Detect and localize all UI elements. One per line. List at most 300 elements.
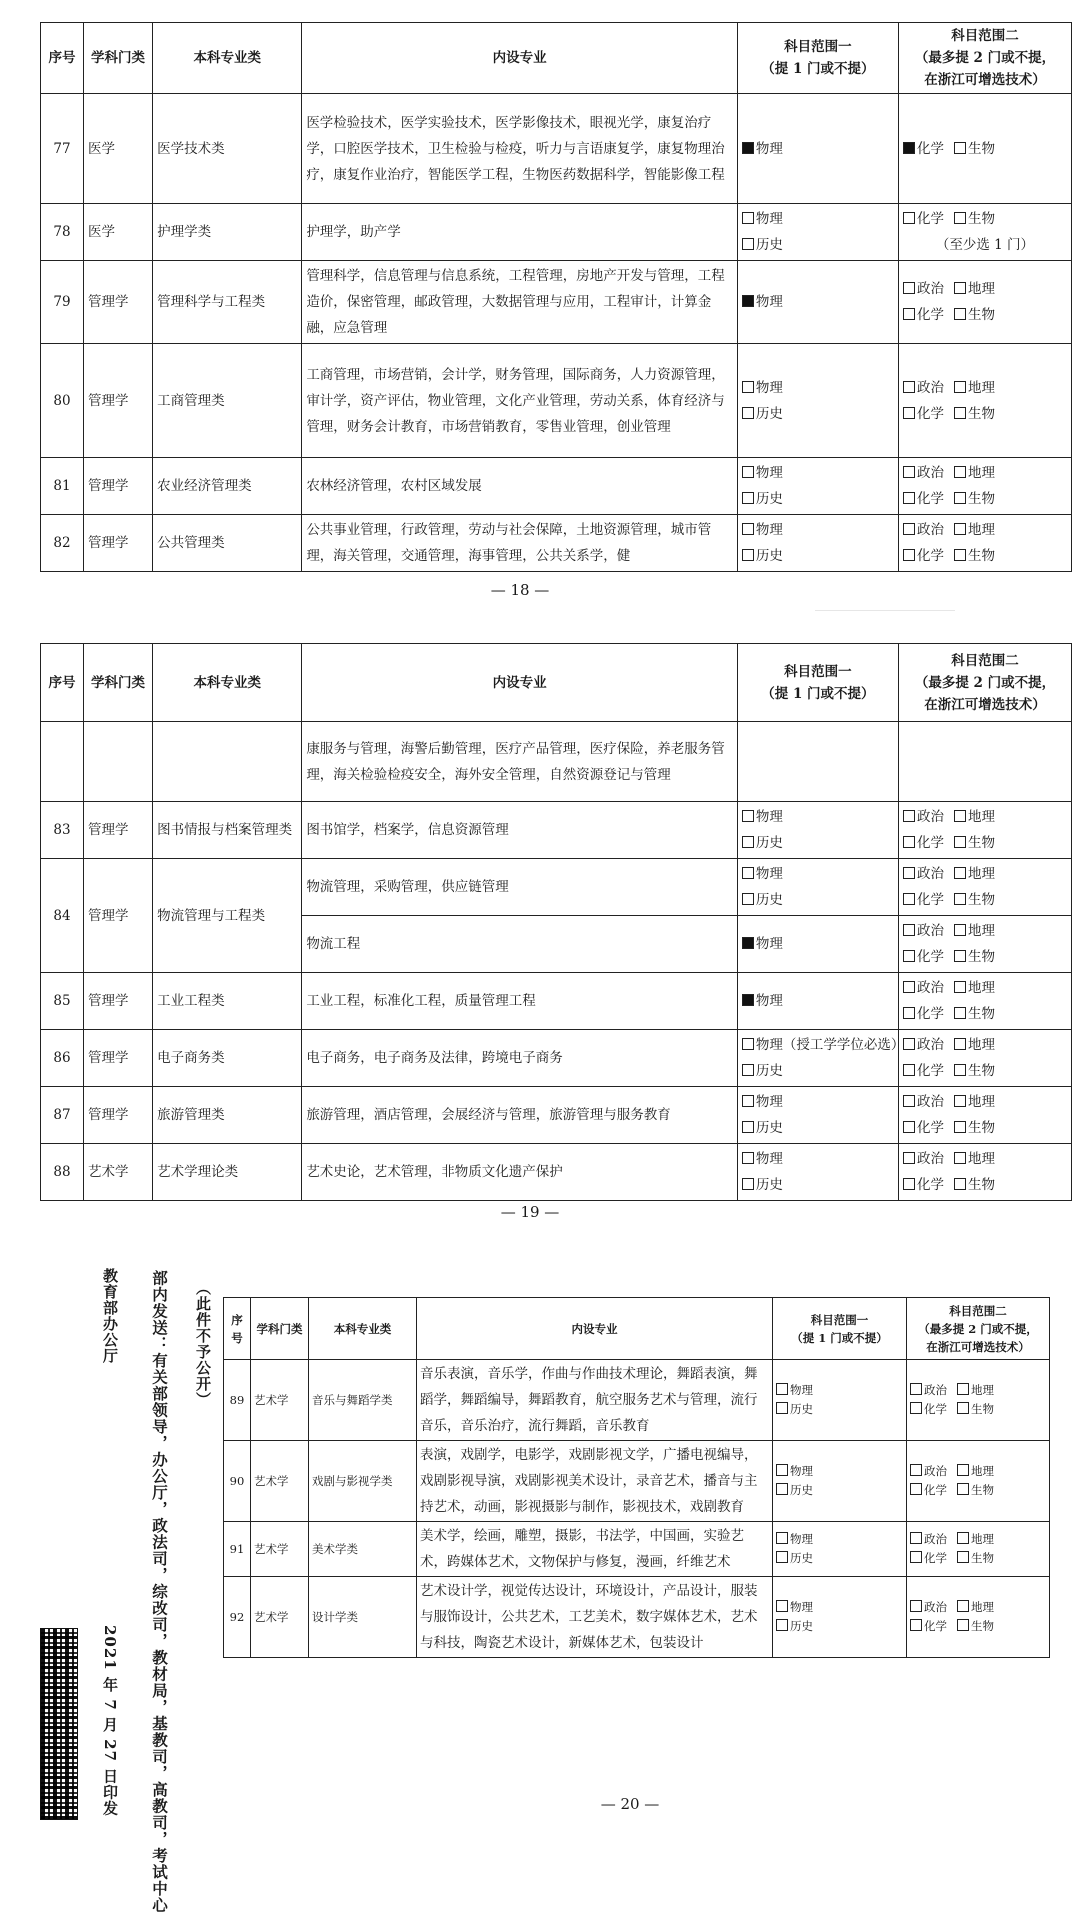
range-two-option [903,1032,944,1058]
row-majors: 公共事业管理，行政管理，劳动与社会保障，土地资源管理，城市管理，海关管理，交通管理，海事管理，公共关系学，健 [302,515,738,572]
range-one-option [742,543,783,569]
empty-box-icon [910,1464,922,1476]
empty-box-icon [776,1402,788,1414]
row-index: 88 [41,1144,84,1201]
option-label: 化学 [916,140,944,157]
option-label: 生物 [967,892,995,908]
empty-box-icon [742,381,754,393]
option-label: 物理（授工学学位必选） [755,1037,905,1053]
range-two-option [954,975,995,1001]
empty-box-icon [742,1095,754,1107]
header-discipline: 学科门类 [83,23,152,94]
subject-table-page-18 [40,22,1072,572]
empty-box-icon [742,549,754,561]
range-two-note-1: （最多提 2 门或不提， [914,50,1056,66]
row-index: 83 [41,802,84,859]
option-label: 物理 [790,1464,813,1478]
option-label: 生物 [967,949,995,965]
option-label: 政治 [916,465,944,481]
row-majors: 物流工程 [302,916,738,973]
option-label: 化学 [916,307,944,323]
checked-box-icon [742,994,754,1006]
row-index: 91 [224,1522,251,1577]
empty-box-icon [954,308,966,320]
row-range-two [898,1144,1071,1201]
range-two-option [954,1089,995,1115]
range-one-option [776,1598,813,1617]
row-range-one [737,458,898,515]
option-label: 地理 [971,1464,994,1478]
range-one-option [776,1381,813,1400]
range-two-option [903,1146,944,1172]
option-label: 物理 [790,1532,813,1546]
empty-box-icon [742,810,754,822]
option-label: 地理 [967,379,995,396]
row-range-one [737,261,898,344]
empty-box-icon [957,1600,969,1612]
range-two-option [903,1172,944,1198]
row-range-two [898,458,1071,515]
table-row [224,1441,1050,1522]
empty-box-icon [903,523,915,535]
row-majors: 物流管理，采购管理，供应链管理 [302,859,738,916]
table-row [41,458,1072,515]
range-one-option [742,136,783,162]
table-row [41,204,1072,261]
range-one-option [742,460,783,486]
option-label: 政治 [924,1600,947,1614]
row-category: 工商管理类 [153,344,302,458]
row-range-two [907,1360,1050,1441]
option-label: 历史 [755,548,783,564]
page-number-20: — 20 — [600,1795,660,1813]
option-label: 地理 [967,465,995,481]
option-label: 政治 [916,923,944,939]
page-number-19: — 19 — [500,1203,560,1221]
barcode-image [40,1628,78,1820]
table-row [41,344,1072,458]
header-discipline: 学科门类 [83,644,152,722]
header-range-two [898,23,1071,94]
empty-box-icon [742,1064,754,1076]
empty-box-icon [903,282,915,294]
range-one-option [742,1115,783,1141]
option-label: 历史 [790,1619,813,1633]
range-two-option [957,1549,994,1568]
row-discipline: 管理学 [83,344,152,458]
empty-box-icon [903,549,915,561]
option-label: 生物 [967,491,995,507]
range-two-option [903,543,944,569]
range-one-option [742,375,783,401]
row-range-one [737,859,898,916]
range-two-option [954,460,995,486]
option-label: 政治 [924,1532,947,1546]
issuing-office: 教育部办公厅 [101,1268,119,1364]
row-index: 78 [41,204,84,261]
option-label: 历史 [755,1177,783,1193]
option-label: 地理 [967,923,995,939]
empty-box-icon [957,1464,969,1476]
empty-box-icon [903,1064,915,1076]
empty-box-icon [742,836,754,848]
header-range-one [737,644,898,722]
empty-box-icon [954,950,966,962]
empty-box-icon [903,810,915,822]
range-two-option [903,206,944,232]
checked-box-icon [742,295,754,307]
option-label: 历史 [755,1063,783,1079]
empty-box-icon [903,893,915,905]
range-two-option [957,1598,994,1617]
row-category: 艺术学理论类 [153,1144,302,1201]
option-label: 历史 [755,835,783,851]
option-label: 地理 [971,1383,994,1397]
option-label: 物理 [755,465,783,481]
table-row [41,261,1072,344]
empty-box-icon [910,1619,922,1631]
empty-box-icon [957,1483,969,1495]
option-label: 生物 [967,1006,995,1022]
row-range-two [907,1522,1050,1577]
row-category: 工业工程类 [153,973,302,1030]
empty-box-icon [903,212,915,224]
row-majors: 护理学，助产学 [302,204,738,261]
row-range-two [898,1087,1071,1144]
option-label: 生物 [971,1402,994,1416]
empty-box-icon [954,1178,966,1190]
option-label: 化学 [924,1483,947,1497]
range-two-option [910,1617,947,1636]
option-label: 政治 [924,1464,947,1478]
range-one-option [776,1530,813,1549]
range-two-option [910,1381,947,1400]
empty-box-icon [954,1064,966,1076]
option-label: 历史 [755,405,783,422]
range-two-option [903,276,944,302]
continuation-majors: 康服务与管理，海警后勤管理，医疗产品管理，医疗保险，养老服务管理，海关检验检疫安全，海外安全管理，自然资源登记与管理 [302,722,738,802]
range-two-option [954,206,995,232]
row-discipline: 管理学 [83,1030,152,1087]
range-one-option [742,486,783,512]
empty-box-icon [957,1532,969,1544]
range-one-option [776,1462,813,1481]
range-two-option [954,486,995,512]
option-label: 化学 [916,491,944,507]
row-index: 85 [41,973,84,1030]
row-category: 音乐与舞蹈学类 [309,1360,417,1441]
range-two-option [903,1115,944,1141]
header-category: 本科专业类 [309,1298,417,1360]
option-label: 化学 [916,1063,944,1079]
subject-table-page-20 [223,1297,1050,1658]
option-label: 政治 [916,522,944,538]
range-one-note: （提 1 门或不提） [761,685,875,702]
range-two-option [910,1400,947,1419]
empty-box-icon [742,492,754,504]
issue-date: 2021 年 7 月 27 日印发 [101,1625,119,1817]
empty-box-icon [742,407,754,419]
row-category: 管理科学与工程类 [153,261,302,344]
option-label: 生物 [967,1063,995,1079]
empty-box-icon [742,212,754,224]
range-two-option [910,1549,947,1568]
row-category: 公共管理类 [153,515,302,572]
option-label: 物理 [755,866,783,882]
option-label: 地理 [971,1532,994,1546]
empty-box-icon [776,1532,788,1544]
range-two-option [957,1530,994,1549]
option-label: 物理 [755,809,783,825]
row-majors: 旅游管理，酒店管理，会展经济与管理，旅游管理与服务教育 [302,1087,738,1144]
range-two-option [957,1462,994,1481]
range-one-option [742,1172,783,1198]
empty-box-icon [954,836,966,848]
range-one-option [742,830,783,856]
range-one-option [742,1089,783,1115]
empty-box-icon [910,1551,922,1563]
range-one-option [742,401,783,427]
range-one-option [742,887,783,913]
option-label: 生物 [971,1619,994,1633]
range-one-option [776,1400,813,1419]
row-discipline: 艺术学 [251,1522,309,1577]
option-label: 物理 [755,1094,783,1110]
option-label: 生物 [967,1120,995,1136]
empty-box-icon [903,407,915,419]
row-range-one [773,1522,907,1577]
row-category: 医学技术类 [153,94,302,204]
header-majors: 内设专业 [302,644,738,722]
option-label: 物理 [755,379,783,396]
range-one-option [742,804,783,830]
row-discipline: 医学 [83,94,152,204]
range-two-note-2: 在浙江可增选技术） [926,1339,1030,1354]
range-one-option [776,1549,813,1568]
option-label: 地理 [967,809,995,825]
row-range-two [898,344,1071,458]
range-two-title: 科目范围二 [951,652,1019,669]
header-range-two [907,1298,1050,1360]
row-range-one [773,1441,907,1522]
empty-box-icon [742,1152,754,1164]
range-two-option [954,861,995,887]
row-majors: 电子商务，电子商务及法律，跨境电子商务 [302,1030,738,1087]
option-label: 政治 [916,1151,944,1167]
row-majors: 工业工程，标准化工程，质量管理工程 [302,973,738,1030]
row-discipline: 医学 [83,204,152,261]
empty-box-icon [954,407,966,419]
empty-box-icon [954,1121,966,1133]
empty-box-icon [742,466,754,478]
header-discipline: 学科门类 [251,1298,309,1360]
empty-box-icon [903,1152,915,1164]
range-two-option [903,517,944,543]
range-two-option [954,517,995,543]
row-majors: 音乐表演，音乐学，作曲与作曲技术理论，舞蹈表演，舞蹈学，舞蹈编导，舞蹈教育，航空服务艺术与管理，流行音乐，音乐治疗，流行舞蹈，音乐教育 [417,1360,773,1441]
option-label: 生物 [971,1551,994,1565]
continuation-row [41,722,1072,802]
range-two-option [910,1530,947,1549]
header-index: 序号 [41,644,84,722]
empty-box-icon [742,867,754,879]
empty-box-icon [903,836,915,848]
empty-box-icon [954,1152,966,1164]
empty-box-icon [903,867,915,879]
empty-box-icon [903,308,915,320]
subject-table-page-19 [40,643,1072,1201]
table-row [224,1522,1050,1577]
empty-box-icon [954,466,966,478]
empty-box-icon [742,1038,754,1050]
range-two-option [957,1481,994,1500]
option-label: 物理 [755,294,783,310]
row-range-two [898,94,1071,204]
range-two-option [954,1058,995,1084]
row-discipline: 艺术学 [251,1577,309,1658]
empty-box-icon [954,867,966,879]
empty-box-icon [903,492,915,504]
option-label: 地理 [967,1151,995,1167]
header-range-one [773,1298,907,1360]
empty-box-icon [776,1551,788,1563]
row-majors: 艺术设计学，视觉传达设计，环境设计，产品设计，服装与服饰设计，公共艺术，工艺美术，数字媒体艺术，艺术与科技，陶瓷艺术设计，新媒体艺术，包装设计 [417,1577,773,1658]
row-range-one [737,802,898,859]
range-two-option [903,1089,944,1115]
range-two-option [903,136,944,162]
row-index: 77 [41,94,84,204]
option-label: 历史 [755,1120,783,1136]
row-category: 护理学类 [153,204,302,261]
range-two-option [954,375,995,401]
row-index: 81 [41,458,84,515]
range-one-option [742,289,783,315]
option-label: 政治 [916,379,944,396]
option-label: 物理 [755,936,783,952]
not-public-note: （此件不予公开） [194,1280,212,1408]
option-label: 生物 [967,835,995,851]
empty-box-icon [742,1121,754,1133]
range-two-option [903,302,944,328]
option-label: 政治 [916,1037,944,1053]
row-index: 86 [41,1030,84,1087]
range-one-option [742,232,783,258]
empty-box-icon [742,523,754,535]
empty-box-icon [957,1402,969,1414]
row-index: 82 [41,515,84,572]
checked-box-icon [742,142,754,154]
empty-box-icon [954,282,966,294]
row-discipline: 管理学 [83,1087,152,1144]
option-label: 物理 [755,140,783,157]
range-two-option [903,1001,944,1027]
range-one-option [742,1032,905,1058]
range-two-note-1: （最多提 2 门或不提， [914,674,1056,691]
row-discipline: 管理学 [83,261,152,344]
empty-box-icon [742,238,754,250]
checked-box-icon [742,937,754,949]
range-two-option [903,975,944,1001]
option-label: 化学 [916,892,944,908]
row-index: 84 [41,859,84,973]
row-discipline: 管理学 [83,802,152,859]
row-majors: 管理科学，信息管理与信息系统，工程管理，房地产开发与管理，工程造价，保密管理，邮政管理，大数据管理与应用，工程审计，计算金融，应急管理 [302,261,738,344]
row-range-one [737,94,898,204]
option-label: 历史 [790,1483,813,1497]
option-label: 物理 [755,1151,783,1167]
option-label: 化学 [916,548,944,564]
row-index: 90 [224,1441,251,1522]
row-range-one [773,1577,907,1658]
row-category: 设计学类 [309,1577,417,1658]
distribution-list: 部内发送：有关部领导，办公厅，政法司，综改司，教材局，基教司，高教司，考试中心 [150,1270,169,1914]
empty-box-icon [776,1619,788,1631]
row-majors: 农林经济管理，农村区域发展 [302,458,738,515]
row-range-two [898,973,1071,1030]
range-one-option [742,1058,783,1084]
option-label: 物理 [755,993,783,1009]
empty-box-icon [910,1532,922,1544]
header-majors: 内设专业 [302,23,738,94]
range-two-option [954,1146,995,1172]
row-majors: 图书馆学，档案学，信息资源管理 [302,802,738,859]
empty-box-icon [957,1383,969,1395]
empty-box-icon [910,1383,922,1395]
option-label: 地理 [967,1037,995,1053]
empty-box-icon [903,466,915,478]
empty-box-icon [954,1038,966,1050]
row-discipline: 管理学 [83,973,152,1030]
range-two-option [903,918,944,944]
range-one-option [742,517,783,543]
option-label: 地理 [967,522,995,538]
table-row [41,859,1072,916]
range-two-option [954,543,995,569]
range-two-option [954,944,995,970]
range-two-option [957,1381,994,1400]
table-row [41,973,1072,1030]
range-two-option [954,887,995,913]
row-category: 戏剧与影视学类 [309,1441,417,1522]
row-discipline: 管理学 [83,458,152,515]
option-label: 化学 [916,1177,944,1193]
row-majors: 表演，戏剧学，电影学，戏剧影视文学，广播电视编导，戏剧影视导演，戏剧影视美术设计，录音艺术，播音与主持艺术，动画，影视摄影与制作，影视技术，戏剧教育 [417,1441,773,1522]
row-category: 图书情报与档案管理类 [153,802,302,859]
range-one-option [742,931,783,957]
row-category: 农业经济管理类 [153,458,302,515]
header-index: 序号 [224,1298,251,1360]
option-label: 生物 [971,1483,994,1497]
option-label: 历史 [755,237,783,253]
empty-box-icon [954,549,966,561]
row-category: 物流管理与工程类 [153,859,302,973]
option-label: 政治 [916,1094,944,1110]
empty-box-icon [776,1464,788,1476]
row-range-two [898,515,1071,572]
row-range-one [737,515,898,572]
row-range-one [737,204,898,261]
range-two-option [954,1115,995,1141]
range-two-option [954,1001,995,1027]
row-index: 92 [224,1577,251,1658]
row-range-one [737,1144,898,1201]
row-majors: 医学检验技术，医学实验技术，医学影像技术，眼视光学，康复治疗学，口腔医学技术，卫生检验与检疫，听力与言语康复学，康复物理治疗，康复作业治疗，智能医学工程，生物医药数据科学，智能影像工程 [302,94,738,204]
range-one-option [742,206,783,232]
range-two-option [910,1481,947,1500]
empty-box-icon [954,981,966,993]
option-label: 历史 [790,1402,813,1416]
option-label: 地理 [967,980,995,996]
